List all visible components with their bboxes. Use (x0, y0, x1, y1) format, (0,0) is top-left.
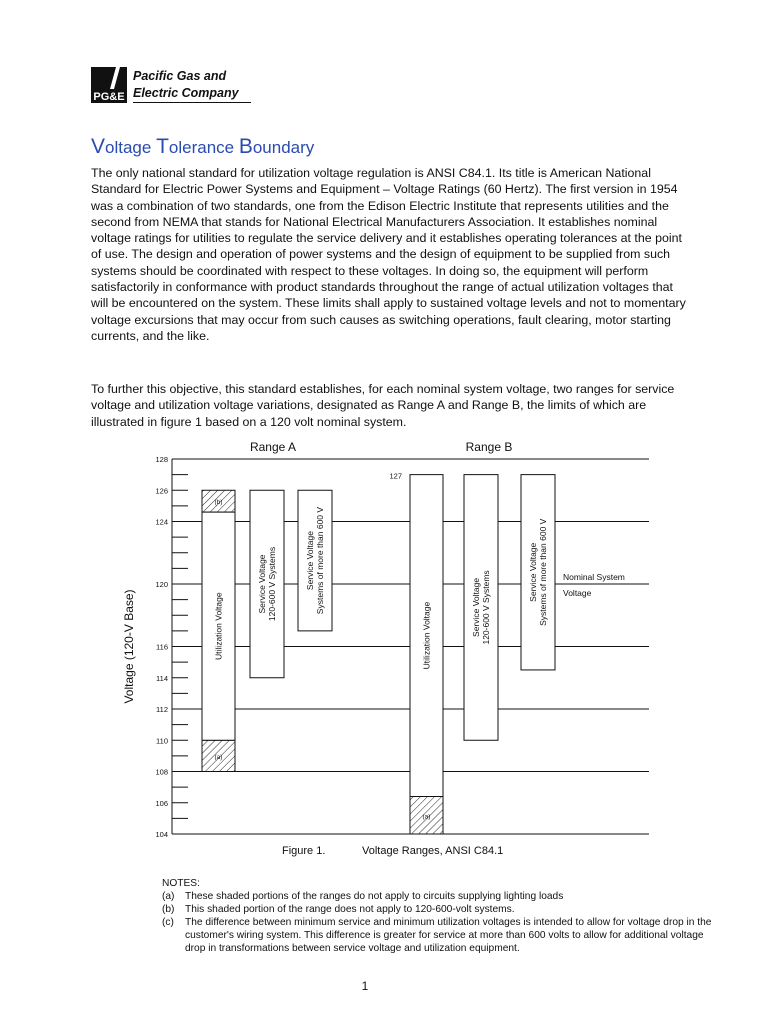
figure-caption: Voltage Ranges, ANSI C84.1 (362, 845, 504, 857)
range-bar-label: 120-600 V Systems (481, 570, 491, 645)
page-number: 1 (361, 979, 369, 993)
range-group-label: Range B (465, 440, 513, 454)
company-line-1: Pacific Gas and (133, 69, 227, 83)
y-tick-label: 114 (156, 673, 168, 683)
nominal-label: Nominal System (563, 572, 625, 582)
company-underline (133, 102, 251, 103)
y-tick-label: 110 (156, 736, 168, 746)
note-text: These shaded portions of the ranges do not apply to circuits supplying lighting loads (185, 891, 564, 902)
range-bar-label: Systems of more than 600 V (538, 518, 548, 626)
notes-heading: NOTES: (162, 878, 200, 889)
range-b-top-label: 127 (389, 471, 402, 481)
voltage-range-chart-svg (110, 435, 670, 840)
range-bar-label: Utilization Voltage (213, 592, 224, 660)
logo-text: PG&E (93, 91, 125, 103)
y-tick-label: 120 (155, 580, 168, 589)
range-bar-label: Service Voltage (471, 577, 481, 637)
hatch-note-label: (a) (422, 813, 431, 821)
paragraph-intro: The only national standard for utilization voltage regulation is ANSI C84.1. Its title is American National Standard for Electric Power Systems and Equipment – Voltage Ratings (60 Hertz). The first version in 1954 was a combination of two standards, one from the Edison Electric Institute that represents utilities and the second from NEMA that stands for National Electrical Manufacturers Association. It establishes nominal voltage ratings for utilities to regulate the service delivery and it establishes operating tolerances at the point of use. The design and operation of power systems and the design of equipment to be supplied from such systems should be coordinated with respect to these voltages. In doing so, the equipment will perform satisfactorily in conformance with product standards throughout the range of actual utilization voltages that will be encountered on the system. These limits shall apply to sustained voltage levels and not to momentary voltage excursions that may occur from such causes as switching operations, fault clearing, motor starting currents, and the like. (91, 166, 686, 343)
hatch-note-label: (b) (214, 499, 223, 507)
company-line-2: Electric Company (133, 86, 239, 100)
range-bar-label: Utilization Voltage (421, 601, 432, 670)
company-name (133, 68, 239, 102)
figure-number: Figure 1. (282, 845, 326, 857)
y-axis-label: Voltage (120-V Base) (122, 589, 136, 704)
range-bar-label: Systems of more than 600 V (315, 506, 325, 615)
y-tick-label: 124 (155, 517, 168, 527)
note-key: (a) (162, 891, 175, 902)
y-tick-label: 106 (155, 798, 168, 808)
notes (162, 877, 712, 955)
note-key: (c) (162, 917, 174, 928)
note-key: (b) (162, 904, 175, 915)
range-group-label: Range A (249, 440, 297, 454)
y-tick-label: 128 (155, 455, 168, 464)
note-text: The difference between minimum service and minimum utilization voltages is intended to allow for voltage drop in the customer's wiring system. This difference is greater for service at more than 600 volts to allow for additional voltage drop in transformations between service voltage and utilization equipment. (185, 917, 712, 954)
range-bar-label: Service Voltage (528, 542, 538, 602)
range-bar-label: Service Voltage (305, 531, 315, 591)
pge-logo (91, 67, 127, 103)
range-bar-label: Service Voltage (257, 554, 267, 614)
page-title: Voltage Tolerance Boundary (91, 135, 315, 158)
y-tick-label: 104 (155, 830, 168, 839)
y-tick-label: 108 (155, 767, 168, 777)
note-item (162, 890, 712, 903)
note-item (162, 916, 712, 955)
pge-logo-graphic (91, 67, 127, 103)
note-text: This shaded portion of the range does not apply to 120-600-volt systems. (185, 904, 515, 915)
range-bar-label: 120-600 V Systems (267, 546, 277, 622)
note-item (162, 903, 712, 916)
nominal-label: Voltage (563, 588, 592, 598)
y-tick-label: 112 (156, 705, 168, 714)
y-tick-label: 126 (155, 486, 168, 496)
hatch-note-label: (a) (214, 753, 223, 761)
paragraph-objective: To further this objective, this standard establishes, for each nominal system voltage, two ranges for service voltage and utilization voltage variations, designated as Range A and Range B, the limits of which are illustrated in figure 1 based on a 120 volt nominal system. (91, 382, 675, 429)
voltage-range-chart (110, 435, 670, 845)
y-tick-label: 116 (156, 642, 168, 652)
